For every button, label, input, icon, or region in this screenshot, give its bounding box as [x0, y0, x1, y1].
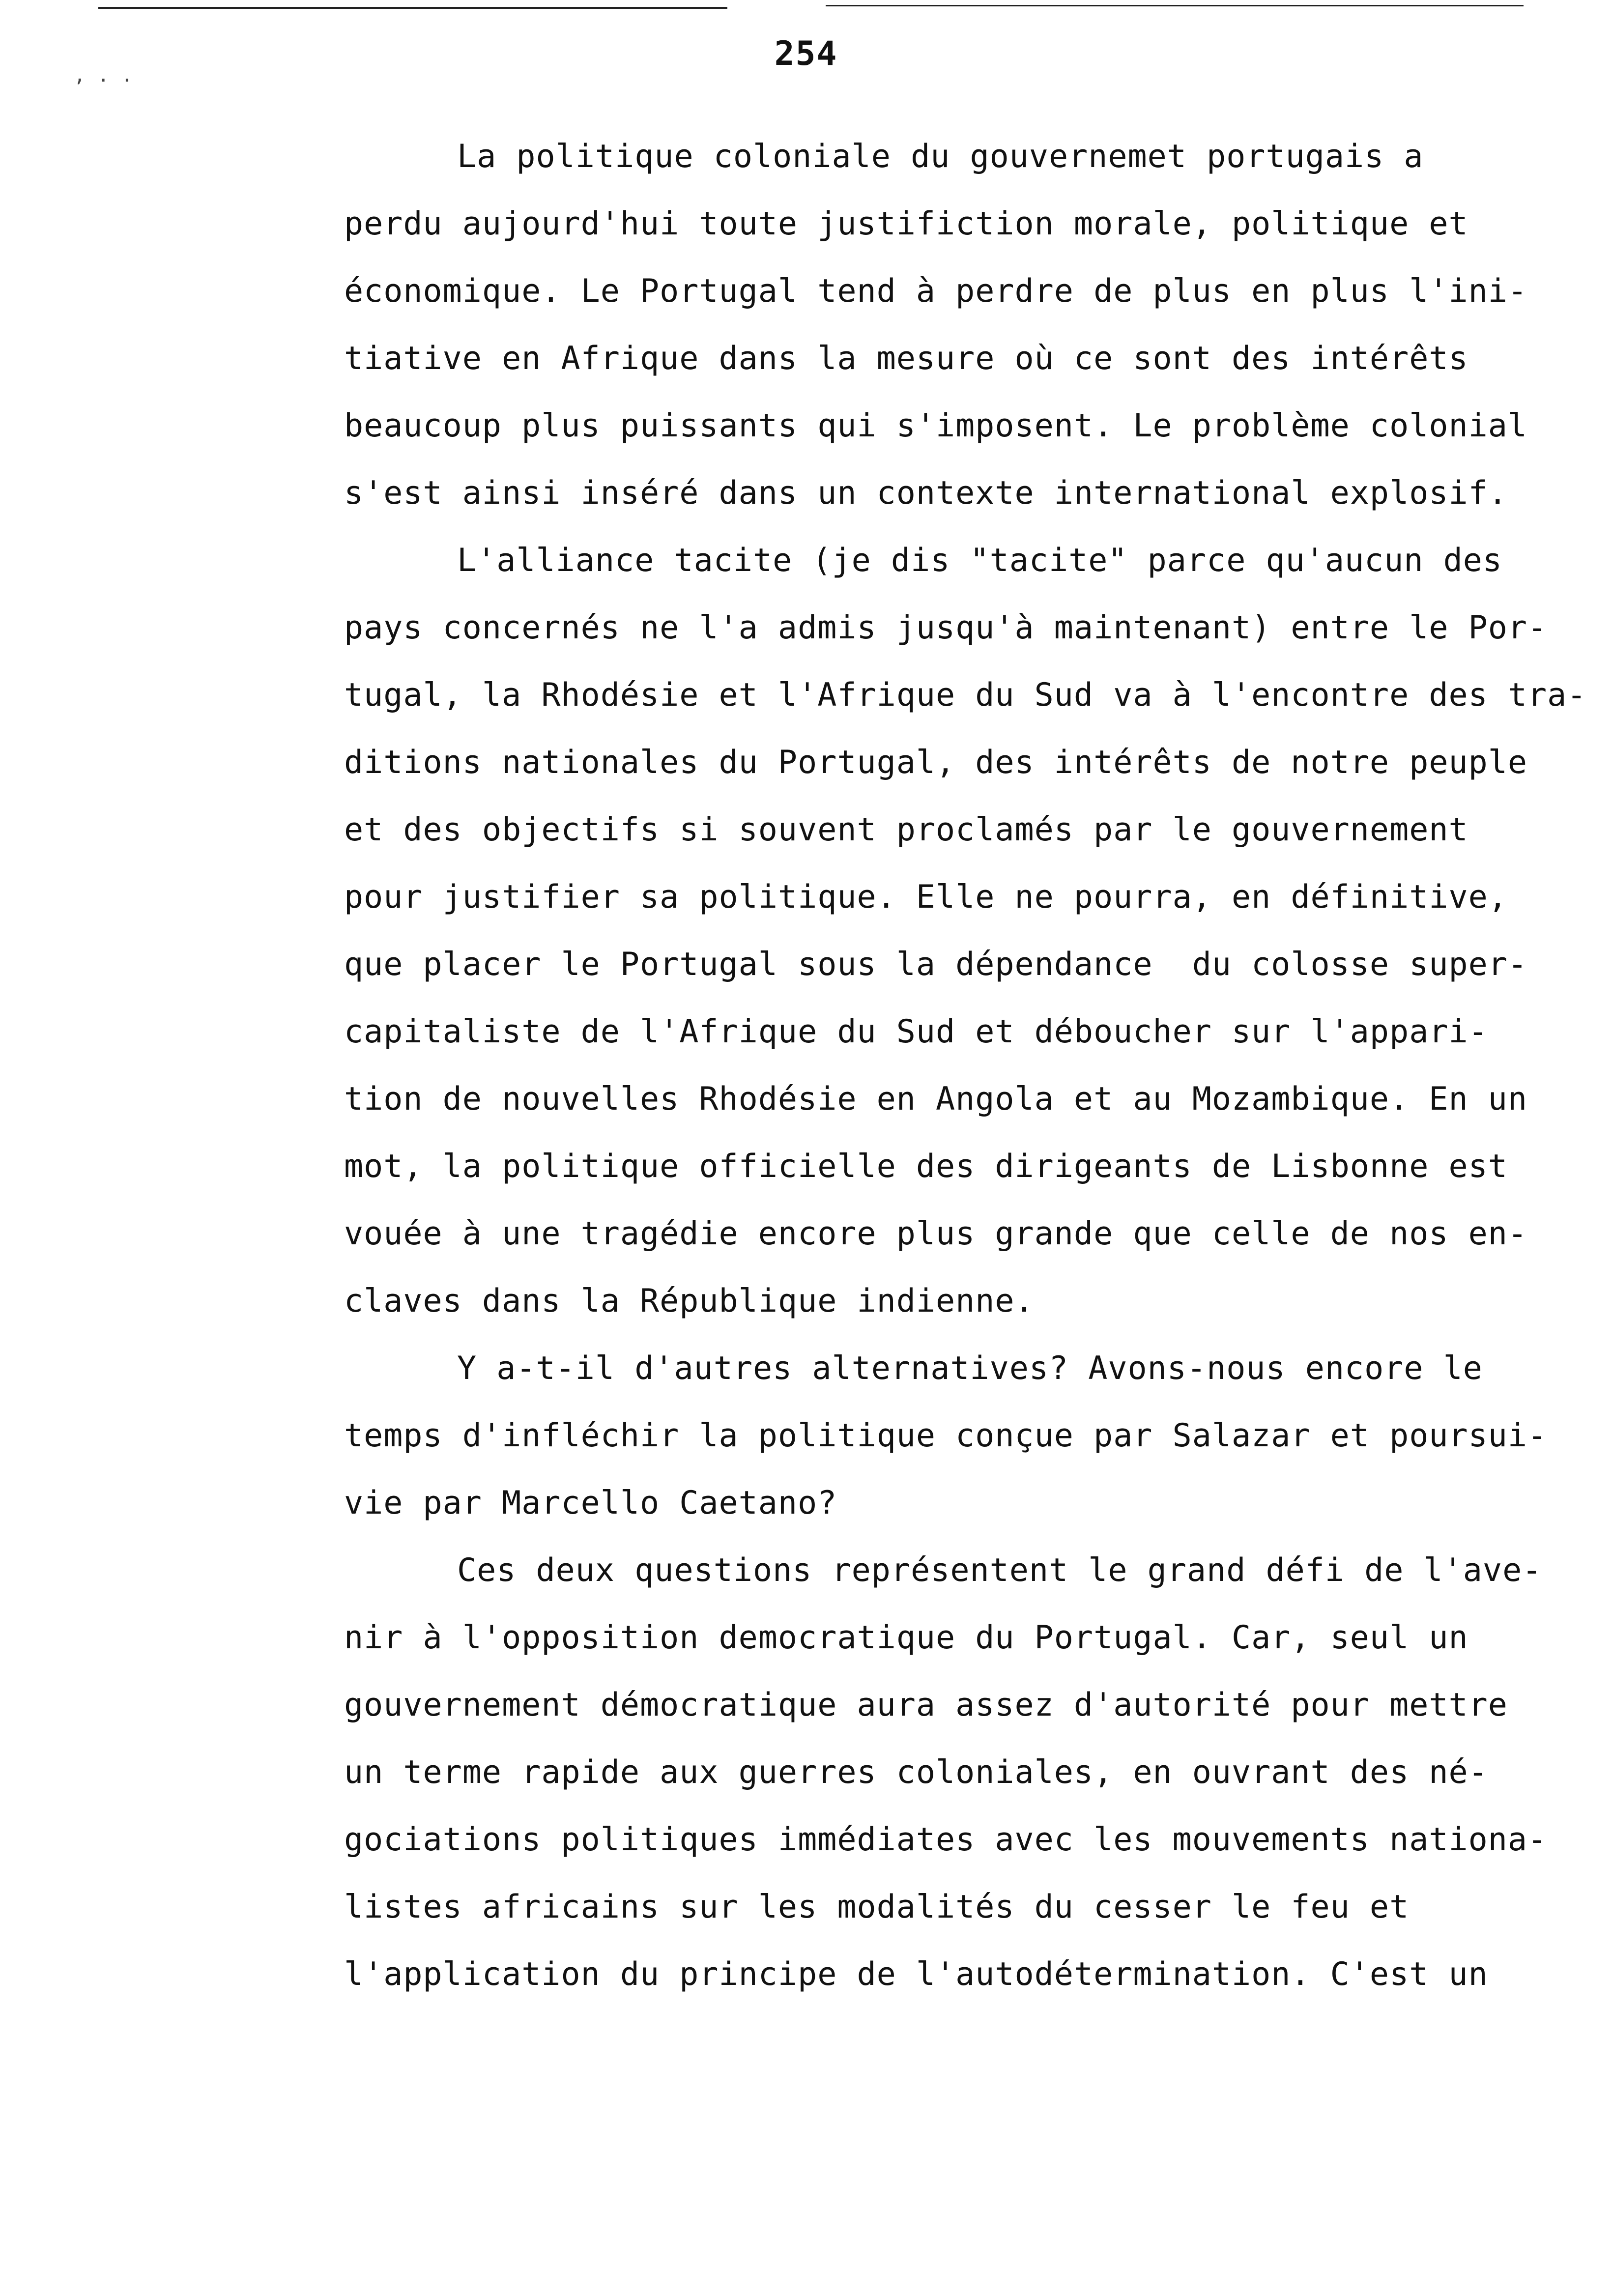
text-line: s'est ainsi inséré dans un contexte international explosif.: [344, 475, 1508, 512]
text-line: temps d'infléchir la politique conçue par Salazar et poursui-: [344, 1417, 1548, 1454]
text-line: que placer le Portugal sous la dépendance du colosse super-: [344, 946, 1527, 983]
text-line: claves dans la République indienne.: [344, 1283, 1035, 1320]
paragraph: [344, 527, 1587, 1335]
document-body: [344, 123, 1587, 2008]
text-line: vouée à une tragédie encore plus grande que celle de nos en-: [344, 1215, 1527, 1252]
text-line: beaucoup plus puissants qui s'imposent. Le problème colonial: [344, 407, 1527, 444]
text-line: et des objectifs si souvent proclamés par le gouvernement: [344, 811, 1468, 848]
text-line: pays concernés ne l'a admis jusqu'à maintenant) entre le Por-: [344, 609, 1548, 646]
top-rule-left: [98, 7, 727, 9]
paragraph: [344, 123, 1583, 527]
paragraph: [344, 1537, 1583, 2008]
text-line: gociations politiques immédiates avec les mouvements nationa-: [344, 1821, 1548, 1858]
text-line: gouvernement démocratique aura assez d'autorité pour mettre: [344, 1687, 1508, 1723]
text-line: La politique coloniale du gouvernemet portugais a: [457, 138, 1424, 175]
text-line: L'alliance tacite (je dis "tacite" parce qu'aucun des: [457, 542, 1503, 579]
text-line: ditions nationales du Portugal, des intérêts de notre peuple: [344, 744, 1527, 781]
text-line: économique. Le Portugal tend à perdre de plus en plus l'ini-: [344, 273, 1527, 310]
paragraph: [344, 1335, 1583, 1537]
text-line: Ces deux questions représentent le grand défi de l'ave-: [457, 1552, 1542, 1589]
text-line: tugal, la Rhodésie et l'Afrique du Sud va à l'encontre des tra-: [344, 677, 1587, 714]
text-line: tiative en Afrique dans la mesure où ce sont des intérêts: [344, 340, 1468, 377]
text-line: mot, la politique officielle des dirigeants de Lisbonne est: [344, 1148, 1508, 1185]
text-line: Y a-t-il d'autres alternatives? Avons-nous encore le: [457, 1350, 1483, 1387]
margin-mark: , . .: [74, 64, 133, 86]
text-line: perdu aujourd'hui toute justifiction morale, politique et: [344, 205, 1468, 242]
text-line: un terme rapide aux guerres coloniales, en ouvrant des né-: [344, 1754, 1488, 1791]
text-line: l'application du principe de l'autodétermination. C'est un: [344, 1956, 1488, 1993]
top-rule-right: [826, 5, 1524, 6]
text-line: pour justifier sa politique. Elle ne pourra, en définitive,: [344, 879, 1508, 916]
page-number: 254: [774, 34, 838, 73]
text-line: vie par Marcello Caetano?: [344, 1485, 837, 1521]
text-line: capitaliste de l'Afrique du Sud et déboucher sur l'appari-: [344, 1013, 1488, 1050]
text-line: nir à l'opposition democratique du Portugal. Car, seul un: [344, 1619, 1468, 1656]
text-line: tion de nouvelles Rhodésie en Angola et au Mozambique. En un: [344, 1081, 1527, 1118]
text-line: listes africains sur les modalités du cesser le feu et: [344, 1889, 1410, 1925]
